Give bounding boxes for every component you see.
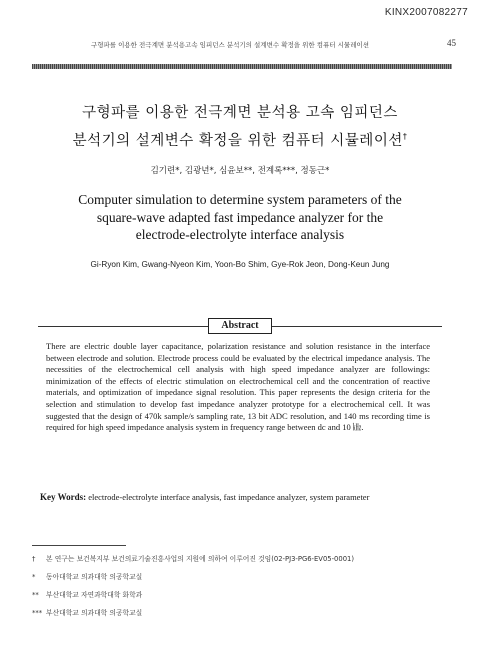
keywords (40, 492, 450, 502)
footnotes (32, 552, 452, 624)
header-band (32, 64, 452, 69)
footnote-item: † 본 연구는 보건복지부 보건의료기술진흥사업의 지원에 의하여 이루어진 것임(02-PJ3-PG6-EV05-0001) (32, 555, 354, 563)
abstract-text: There are electric double layer capacitance, polarization resistance and solution resistance in the interface between electrode and solution. Electrode process could be evaluated by the electrical impedance analysis. The necessities of the electrochemical cell analysis with high speed impedance analyzer are followings: minimization of the effects of electric stimulation on electrochemical cell and the concentration of reactive materials, and optimization of impedance signal resolution. This paper represents the design criteria for the selection and stimulation to develop fast impedance analyzer prototype for a electrochemical cell. It was suggested that the design of 470k sample/s sampling rate, 13 bit ADC resolution, and 140 ms recording time is required for high speed impedance analysis system in frequency range between dc and 10 ㎑. (46, 341, 430, 433)
english-authors: Gi-Ryon Kim, Gwang-Nyeon Kim, Yoon-Bo Shim, Gye-Rok Jeon, Dong-Keun Jung (90, 260, 390, 269)
korean-title (20, 102, 460, 153)
keywords-text: electrode-electrolyte interface analysis, fast impedance analyzer, system parameter (88, 492, 370, 502)
document-id-stamp: KINX2007082277 (384, 7, 468, 18)
abstract-rule-right (272, 326, 442, 327)
running-header: 구형파를 이용한 전극계면 분석용고속 임피던스 분석기의 설계변수 확정을 위한 컴퓨터 시뮬레이션 (90, 41, 370, 49)
footnote-rule (32, 545, 126, 546)
title-footnote-mark: † (402, 132, 408, 141)
english-title-line-2: square-wave adapted fast impedance analyzer for the (96, 209, 384, 225)
footnote-item: * 동아대학교 의과대학 의공학교실 (32, 573, 143, 581)
abstract-heading: Abstract (208, 318, 272, 334)
page-number: 45 (447, 38, 456, 48)
keywords-label: Key Words: (40, 492, 87, 502)
footnote-item: ** 부산대학교 자연과학대학 화학과 (32, 591, 143, 599)
korean-title-line-2: 분석기의 설계변수 확정을 위한 컴퓨터 시뮬레이션† (72, 132, 408, 149)
english-title (20, 191, 460, 244)
footnote-item: *** 부산대학교 의과대학 의공학교실 (32, 609, 143, 617)
korean-authors: 김기련*, 김광년*, 심윤보**, 전계록***, 정동근* (150, 166, 330, 176)
korean-title-line-1: 구형파를 이용한 전극계면 분석용 고속 임피던스 (82, 105, 398, 121)
english-title-line-3: electrode-electrolyte interface analysis (135, 227, 345, 242)
abstract-rule-left (38, 326, 208, 327)
english-title-line-1: Computer simulation to determine system parameters of the (78, 192, 402, 207)
